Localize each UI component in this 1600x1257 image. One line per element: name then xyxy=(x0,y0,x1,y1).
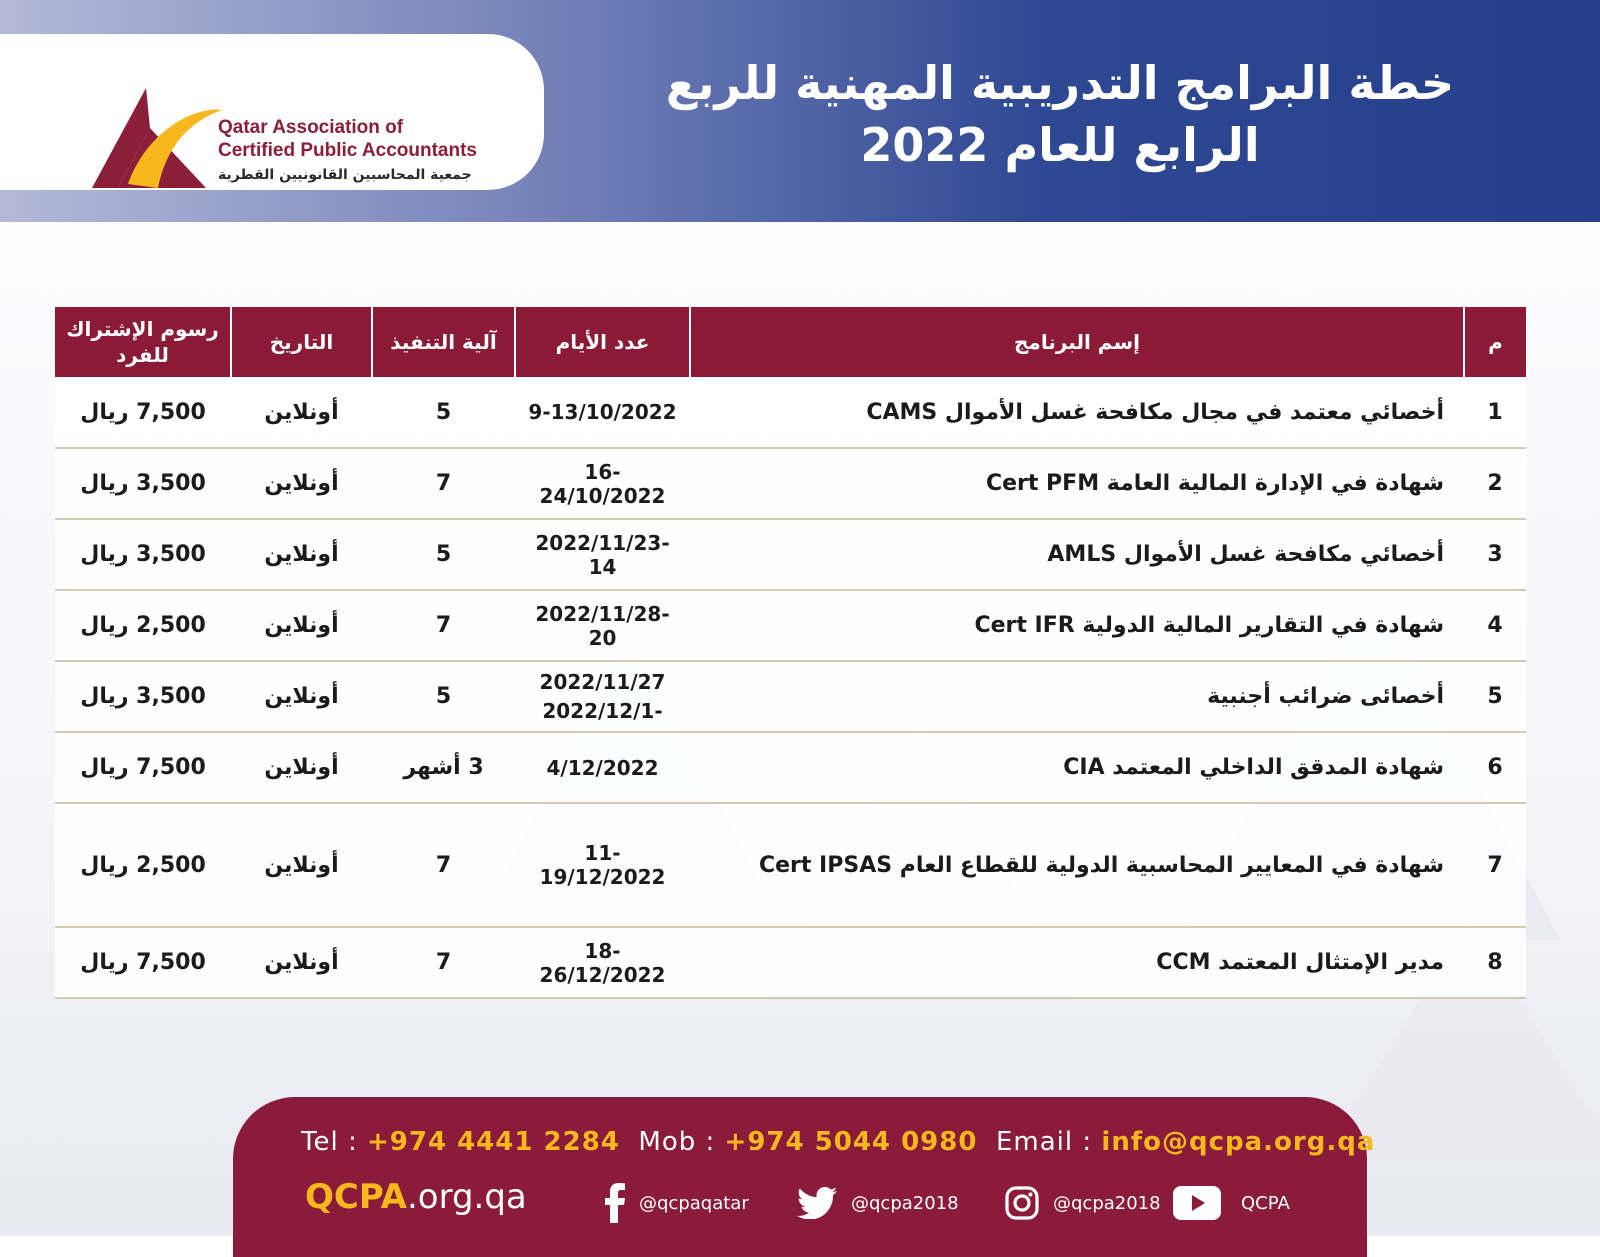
instagram-link[interactable] xyxy=(1005,1185,1161,1221)
cell-days: 7 xyxy=(372,448,515,519)
table-row xyxy=(55,448,1526,519)
cell-days: 5 xyxy=(372,377,515,448)
cell-fee: 2,500 ريال xyxy=(55,590,231,661)
cell-days: 7 xyxy=(372,803,515,927)
cell-no: 7 xyxy=(1464,803,1526,927)
social-line xyxy=(305,1177,1305,1225)
cell-no: 4 xyxy=(1464,590,1526,661)
cell-mode: أونلاين xyxy=(231,519,372,590)
logo-line-en-2: Certified Public Accountants xyxy=(218,140,477,161)
table-row xyxy=(55,519,1526,590)
youtube-icon xyxy=(1173,1186,1221,1220)
cell-no: 5 xyxy=(1464,661,1526,732)
cell-fee: 7,500 ريال xyxy=(55,732,231,803)
cell-name: أخصائى ضرائب أجنبية xyxy=(690,661,1464,732)
cell-fee: 3,500 ريال xyxy=(55,448,231,519)
cell-name: شهادة في المعايير المحاسبية الدولية للقطاع العام Cert IPSAS xyxy=(690,803,1464,927)
twitter-link[interactable] xyxy=(797,1185,959,1221)
table-row xyxy=(55,590,1526,661)
cell-days: 7 xyxy=(372,590,515,661)
twitter-icon xyxy=(797,1187,837,1219)
table-header-row xyxy=(55,307,1526,377)
instagram-icon xyxy=(1005,1186,1039,1220)
facebook-icon xyxy=(605,1183,625,1223)
col-header-fee: رسوم الإشتراك للفرد xyxy=(55,307,231,377)
header-banner xyxy=(0,0,1600,222)
cell-name: أخصائي مكافحة غسل الأموال AMLS xyxy=(690,519,1464,590)
col-header-name: إسم البرنامج xyxy=(690,307,1464,377)
cell-mode: أونلاين xyxy=(231,927,372,998)
twitter-handle: @qcpa2018 xyxy=(851,1192,959,1214)
cell-fee: 3,500 ريال xyxy=(55,519,231,590)
page-title xyxy=(610,52,1510,176)
cell-mode: أونلاين xyxy=(231,661,372,732)
cell-no: 6 xyxy=(1464,732,1526,803)
table-row xyxy=(55,377,1526,448)
cell-days: 5 xyxy=(372,661,515,732)
cell-no: 8 xyxy=(1464,927,1526,998)
tel-label: Tel : xyxy=(301,1127,358,1157)
cell-name: شهادة في الإدارة المالية العامة Cert PFM xyxy=(690,448,1464,519)
cell-fee: 3,500 ريال xyxy=(55,661,231,732)
col-header-mode: التاريخ xyxy=(231,307,372,377)
cell-no: 2 xyxy=(1464,448,1526,519)
site-domain: .org.qa xyxy=(406,1177,527,1217)
cell-date-line-2: 2022/12/1- xyxy=(542,698,663,723)
cell-fee: 2,500 ريال xyxy=(55,803,231,927)
cell-date: 2022/11/23-14 xyxy=(515,519,690,590)
contact-line xyxy=(301,1127,1375,1157)
cell-date: 9-13/10/2022 xyxy=(515,377,690,448)
cell-fee: 7,500 ريال xyxy=(55,377,231,448)
cell-name: شهادة المدقق الداخلي المعتمد CIA xyxy=(690,732,1464,803)
col-header-no: م xyxy=(1464,307,1526,377)
programs-table xyxy=(55,307,1526,999)
table-row xyxy=(55,661,1526,732)
cell-date: 18-26/12/2022 xyxy=(515,927,690,998)
col-header-days: آلية التنفيذ xyxy=(372,307,515,377)
cell-days: 5 xyxy=(372,519,515,590)
email-link[interactable]: info@qcpa.org.qa xyxy=(1101,1127,1376,1157)
tel-link[interactable]: +974 4441 2284 xyxy=(366,1127,620,1157)
logo-text xyxy=(218,116,518,183)
cell-date: 11-19/12/2022 xyxy=(515,803,690,927)
cell-no: 1 xyxy=(1464,377,1526,448)
cell-days: 3 أشهر xyxy=(372,732,515,803)
youtube-link[interactable] xyxy=(1173,1185,1290,1221)
cell-mode: أونلاين xyxy=(231,590,372,661)
cell-name: أخصائي معتمد في مجال مكافحة غسل الأموال CAMS xyxy=(690,377,1464,448)
youtube-handle: QCPA xyxy=(1241,1192,1290,1214)
contact-footer xyxy=(233,1097,1376,1257)
logo-line-en-1: Qatar Association of xyxy=(218,117,404,138)
logo-line-ar: جمعية المحاسبين القانونيين القطرية xyxy=(218,167,472,183)
site-brand: QCPA xyxy=(305,1177,407,1217)
cell-date-line-1: 2022/11/27 xyxy=(539,669,666,694)
cell-date: 2022/11/28-20 xyxy=(515,590,690,661)
table-row xyxy=(55,803,1526,927)
logo-card xyxy=(0,34,544,190)
cell-mode: أونلاين xyxy=(231,448,372,519)
mob-link[interactable]: +974 5044 0980 xyxy=(724,1127,978,1157)
facebook-link[interactable] xyxy=(605,1185,749,1221)
cell-date xyxy=(515,661,690,732)
cell-mode: أونلاين xyxy=(231,377,372,448)
cell-no: 3 xyxy=(1464,519,1526,590)
mob-label: Mob : xyxy=(638,1127,716,1157)
qcpa-logo-icon xyxy=(88,88,226,192)
cell-fee: 7,500 ريال xyxy=(55,927,231,998)
instagram-handle: @qcpa2018 xyxy=(1053,1192,1161,1214)
cell-mode: أونلاين xyxy=(231,732,372,803)
cell-date: 4/12/2022 xyxy=(515,732,690,803)
title-line-2: الرابع للعام 2022 xyxy=(860,118,1260,172)
cell-mode: أونلاين xyxy=(231,803,372,927)
facebook-handle: @qcpaqatar xyxy=(639,1192,749,1214)
cell-date: 16-24/10/2022 xyxy=(515,448,690,519)
email-label: Email : xyxy=(995,1127,1093,1157)
cell-name: شهادة في التقارير المالية الدولية Cert IFR xyxy=(690,590,1464,661)
website-link[interactable] xyxy=(305,1177,527,1217)
cell-name: مدير الإمتثال المعتمد CCM xyxy=(690,927,1464,998)
title-line-1: خطة البرامج التدريبية المهنية للربع xyxy=(665,56,1455,110)
cell-days: 7 xyxy=(372,927,515,998)
table-row xyxy=(55,927,1526,998)
col-header-date: عدد الأيام xyxy=(515,307,690,377)
table-row xyxy=(55,732,1526,803)
